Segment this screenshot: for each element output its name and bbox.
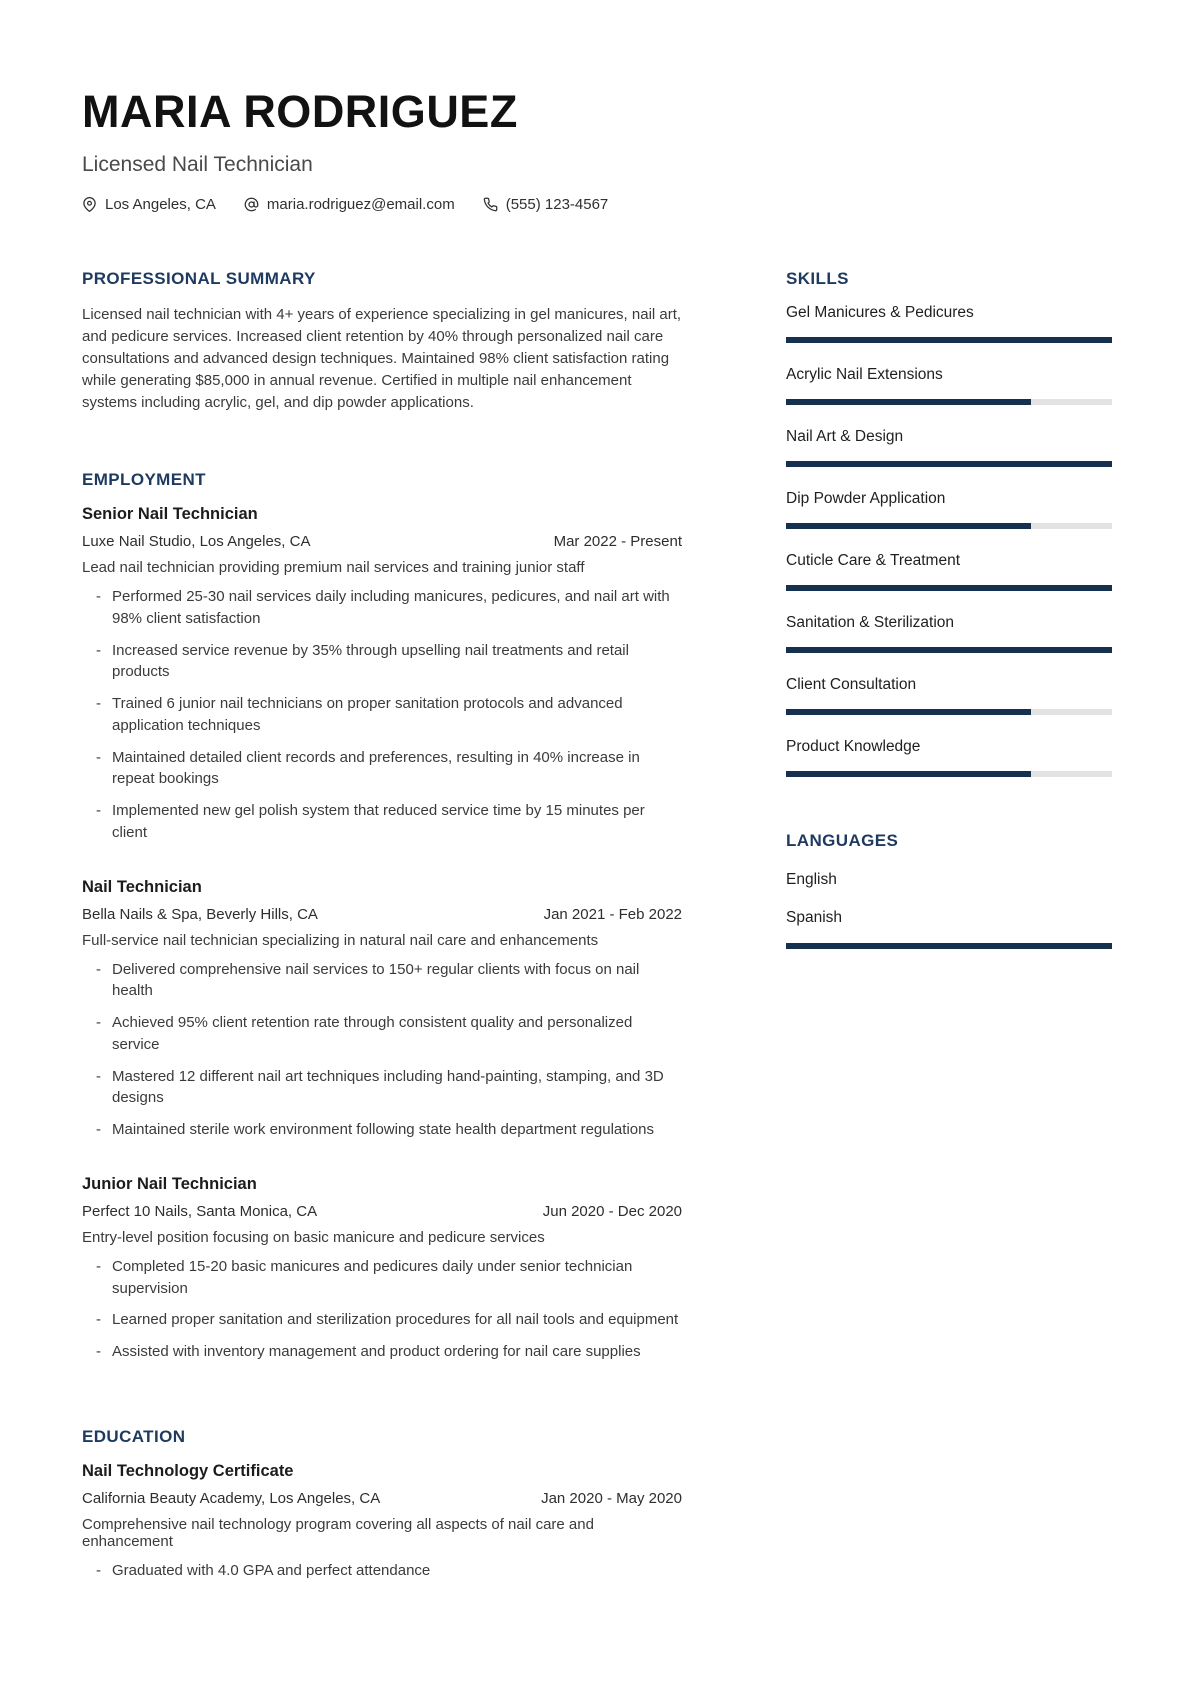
job-title: Senior Nail Technician [82,505,258,524]
person-name: MARIA RODRIGUEZ [82,86,518,137]
contact-email [244,196,455,213]
job-company: Luxe Nail Studio, Los Angeles, CA [82,533,311,551]
skill-item [786,614,1112,653]
bullet-text: Graduated with 4.0 GPA and perfect attendance [112,1561,431,1579]
skill-label: Dip Powder Application [786,490,946,507]
bullet-marker: - [96,1311,101,1329]
skill-bar-track [786,337,1112,343]
resume-header [82,86,1112,213]
skill-bar-fill [786,585,1112,591]
bullet-marker: - [96,1014,101,1032]
summary-section [82,269,682,414]
bullet-marker: - [96,1121,101,1139]
education-dates: Jan 2020 - May 2020 [541,1489,682,1507]
side-column [786,269,1112,1638]
bullet-item [82,800,682,844]
contact-row [82,196,1112,213]
bullet-text: Trained 6 junior nail technicians on proper sanitation protocols and advanced application techniques [112,695,623,734]
job-bullets [82,1256,682,1363]
skill-bar-fill [786,647,1112,653]
summary-heading: PROFESSIONAL SUMMARY [82,269,316,288]
skill-label: Gel Manicures & Pedicures [786,304,974,321]
job-dates: Jun 2020 - Dec 2020 [542,1202,682,1220]
skill-bar-track [786,461,1112,467]
bullet-marker: - [96,1343,101,1361]
bullet-text: Maintained detailed client records and preferences, resulting in 40% increase in repeat bookings [112,748,640,788]
skill-item [786,552,1112,591]
education-degree: Nail Technology Certificate [82,1461,294,1480]
language-item: English [786,871,837,888]
bullet-text: Mastered 12 different nail art techniques including hand-painting, stamping, and 3D designs [112,1067,664,1107]
job-lead: Lead nail technician providing premium nail services and training junior staff [82,559,585,577]
skill-item [786,304,1112,343]
bullet-item [82,693,682,737]
education-entry [82,1462,682,1582]
education-subrow [82,1490,682,1507]
skill-label: Product Knowledge [786,738,921,755]
skills-heading: SKILLS [786,269,849,288]
skill-item [786,490,1112,529]
education-school: California Beauty Academy, Los Angeles, CA [82,1489,381,1507]
bullet-item [82,586,682,630]
bullet-marker: - [96,695,101,713]
bullet-text: Implemented new gel polish system that reduced service time by 15 minutes per client [112,802,645,841]
at-sign-icon [244,197,259,212]
bullet-item [82,1560,682,1582]
bullet-item [82,1341,682,1363]
skill-bar-track [786,523,1112,529]
bullet-text: Performed 25-30 nail services daily including manicures, pedicures, and nail art with 98% client satisfaction [112,588,670,627]
skill-item [786,738,1112,777]
bullet-item [82,747,682,791]
skill-label: Sanitation & Sterilization [786,614,955,631]
bullet-marker: - [96,641,101,659]
bullet-marker: - [96,1257,101,1275]
skill-bar-fill [786,337,1112,343]
education-lead: Comprehensive nail technology program covering all aspects of nail care and enhancement [82,1515,594,1550]
skill-bar-track [786,709,1112,715]
job-company: Perfect 10 Nails, Santa Monica, CA [82,1202,318,1220]
skill-item [786,366,1112,405]
skill-bar-track [786,399,1112,405]
location-pin-icon [82,197,97,212]
language-bar-fill [786,943,1112,949]
job-entry [82,1175,682,1363]
bullet-marker: - [96,960,101,978]
skill-label: Nail Art & Design [786,428,904,445]
education-section [82,1427,682,1582]
person-title: Licensed Nail Technician [82,153,313,176]
job-company: Bella Nails & Spa, Beverly Hills, CA [82,905,318,923]
job-entry [82,878,682,1141]
job-entry [82,505,682,844]
bullet-marker: - [96,748,101,766]
job-dates: Jan 2021 - Feb 2022 [543,905,682,923]
job-bullets [82,586,682,844]
skill-bar-fill [786,771,1031,777]
summary-text: Licensed nail technician with 4+ years of experience specializing in gel manicures, nail art, and pedicure services. Increased client retention by 40% through personalized nail care consultations and advanced design techniques. Maintained 98% client satisfaction rating while generating $85,000 in annual revenue. Certified in multiple nail enhancement systems including acrylic, gel, and dip powder applications. [82,306,682,412]
languages-section [786,831,1112,949]
job-dates: Mar 2022 - Present [553,533,682,551]
bullet-item [82,1066,682,1110]
languages-heading: LANGUAGES [786,831,899,850]
skill-bar-track [786,585,1112,591]
skill-bar-fill [786,523,1031,529]
job-bullets [82,959,682,1141]
bullet-text: Delivered comprehensive nail services to 150+ regular clients with focus on nail health [112,960,640,1000]
employment-section [82,470,682,1363]
education-bullets [82,1560,682,1582]
bullet-text: Achieved 95% client retention rate through consistent quality and personalized service [112,1014,633,1053]
bullet-item [82,959,682,1003]
bullet-marker: - [96,1561,101,1579]
skill-item [786,428,1112,467]
skill-label: Acrylic Nail Extensions [786,366,943,383]
phone-icon [483,197,498,212]
job-lead: Entry-level position focusing on basic manicure and pedicure services [82,1228,545,1246]
job-title: Nail Technician [82,877,202,896]
column-gap [682,269,786,1638]
bullet-marker: - [96,588,101,606]
job-subrow [82,1203,682,1220]
job-lead: Full-service nail technician specializing in natural nail care and enhancements [82,931,599,949]
skill-bar-fill [786,709,1031,715]
skill-bar-fill [786,399,1031,405]
bullet-text: Completed 15-20 basic manicures and pedicures daily under senior technician supervision [112,1257,633,1297]
bullet-text: Learned proper sanitation and sterilization procedures for all nail tools and equipment [112,1311,679,1329]
skill-bar-fill [786,461,1112,467]
bullet-item [82,1119,682,1141]
job-subrow [82,533,682,550]
contact-email-text: maria.rodriguez@email.com [266,196,455,213]
education-heading: EDUCATION [82,1426,186,1446]
skill-label: Client Consultation [786,676,917,693]
bullet-item [82,1256,682,1300]
skill-item [786,676,1112,715]
skill-bar-track [786,771,1112,777]
contact-location-text: Los Angeles, CA [105,196,216,213]
language-bar-track [786,943,1112,949]
contact-phone [483,196,609,213]
bullet-marker: - [96,802,101,820]
bullet-item [82,1309,682,1331]
bullet-text: Maintained sterile work environment following state health department regulations [112,1121,654,1139]
skills-section [786,269,1112,777]
contact-phone-text: (555) 123-4567 [505,196,609,213]
employment-heading: EMPLOYMENT [82,470,206,490]
language-item: Spanish [786,909,843,926]
job-title: Junior Nail Technician [82,1174,257,1193]
bullet-text: Assisted with inventory management and product ordering for nail care supplies [112,1343,641,1361]
bullet-text: Increased service revenue by 35% through upselling nail treatments and retail products [112,641,629,681]
bullet-item [82,640,682,684]
main-column [82,269,682,1638]
skill-label: Cuticle Care & Treatment [786,552,961,569]
skill-bar-track [786,647,1112,653]
bullet-item [82,1012,682,1056]
contact-location [82,196,216,213]
job-subrow [82,906,682,923]
bullet-marker: - [96,1067,101,1085]
